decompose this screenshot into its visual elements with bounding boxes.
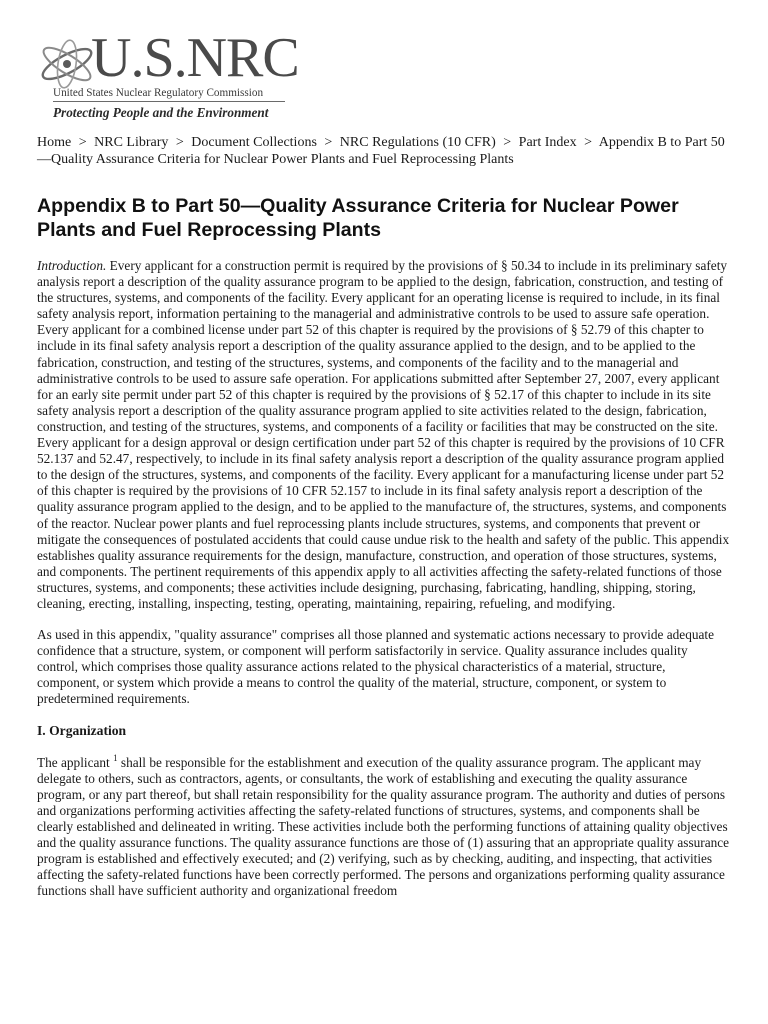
atom-emblem-icon (37, 36, 99, 92)
page (37, 0, 731, 914)
intro-paragraph (37, 258, 731, 612)
document-body (37, 258, 731, 899)
breadcrumb-separator: > (324, 135, 333, 150)
page-title: Appendix B to Part 50—Quality Assurance Criteria for Nuclear Power Plants and Fuel Reprocessing Plants (37, 195, 679, 241)
breadcrumb-current-page: Appendix B to Part 50—Quality Assurance Criteria for Nuclear Power Plants and Fuel Reprocessing Plants (37, 135, 725, 167)
nrc-logo[interactable] (37, 0, 731, 128)
logo-agency-name: United States Nuclear Regulatory Commission (53, 86, 285, 102)
qa-definition-paragraph: As used in this appendix, "quality assurance" comprises all those planned and systematic actions necessary to provide adequate confidence that a structure, system, or component will perform satisfactorily in service. Quality assurance includes quality control, which comprises those quality assurance actions related to the physical characteristics of a material, structure, component, or system which provide a means to control the quality of the material, structure, component, or system to predetermined requirements. (37, 627, 714, 707)
logo-wordmark: U.S.NRC (91, 27, 299, 89)
breadcrumb-separator: > (584, 135, 593, 150)
intro-text: Every applicant for a construction permit is required by the provisions of § 50.34 to include in its preliminary safety analysis report a description of the quality assurance program to be applied to the design, fabrication, construction, and testing of the structures, systems, and components of the facility. Every applicant for an operating license is required to include, in its final safety analysis report, information pertaining to the managerial and administrative controls to be used to assure safe operation. Every applicant for a combined license under part 52 of this chapter is required by the provisions of § 52.79 of this chapter to include in its final safety analysis report a description of the quality assurance applied to the design, and to be applied to the fabrication, construction, and testing of the structures, systems, and components of the facility and to the managerial and administrative controls to be used to assure safe operation. For applications submitted after September 27, 2007, every applicant for an early site permit under part 52 of this chapter is required by the provisions of § 52.17 of this chapter to include in its site safety analysis report a description of the quality assurance program applied to site activities related to the design, fabrication, construction, and testing of the structures, systems, and components of a facility or facilities that may be constructed on the site. Every applicant for a design approval or design certification under part 52 of this chapter is required by the provisions of 10 CFR 52.137 and 52.47, respectively, to include in its final safety analysis report a description of the quality assurance program applied to the design of the structures, systems, and components of the facility. Every applicant for a manufacturing license under part 52 of this chapter is required by the provisions of 10 CFR 52.157 to include in its final safety analysis report a description of the quality assurance program applied to the design, and to be applied to the manufacture of, the structures, systems, and components of the reactor. Nuclear power plants and fuel reprocessing plants include structures, systems, and components that prevent or mitigate the consequences of postulated accidents that could cause undue risk to the health and safety of the public. This appendix establishes quality assurance requirements for the design, manufacture, construction, and operation of those structures, systems, and components. The pertinent requirements of this appendix apply to all activities affecting the safety-related functions of those structures, systems, and components; these activities include designing, purchasing, fabricating, handling, shipping, storing, cleaning, erecting, installing, inspecting, testing, operating, maintaining, repairing, refueling, and modifying. (37, 258, 730, 611)
breadcrumb-document-collections[interactable]: Document Collections (191, 135, 317, 150)
logo-tagline: Protecting People and the Environment (53, 105, 269, 120)
intro-label: Introduction. (37, 258, 107, 273)
breadcrumb-home[interactable]: Home (37, 135, 72, 150)
breadcrumb (37, 134, 731, 168)
breadcrumb-separator: > (175, 135, 184, 150)
organization-lead: The applicant (37, 754, 110, 770)
footnote-link[interactable]: 1 (113, 752, 118, 763)
breadcrumb-nrc-library[interactable]: NRC Library (94, 135, 169, 150)
breadcrumb-part-index[interactable]: Part Index (518, 135, 577, 150)
organization-text: shall be responsible for the establishment and execution of the quality assurance program. The applicant may delegate to others, such as contractors, agents, or consultants, the work of establishing and executing the quality assurance program, or any part thereof, but shall retain responsibility for the quality assurance program. The authority and duties of persons and organizations performing activities affecting the safety-related functions of structures, systems, and components shall be clearly established and delineated in writing. These activities include both the performing functions of attaining quality objectives and the quality assurance functions. The quality assurance functions are those of (1) assuring that an appropriate quality assurance program is established and effectively executed; and (2) verifying, such as by checking, auditing, and inspecting, that activities affecting the safety-related functions have been correctly performed. The persons and organizations performing quality assurance functions shall have sufficient authority and organizational freedom (37, 754, 730, 899)
breadcrumb-nrc-regulations[interactable]: NRC Regulations (10 CFR) (339, 135, 496, 150)
breadcrumb-separator: > (78, 135, 87, 150)
organization-paragraph (37, 752, 731, 900)
section-heading-organization: I. Organization (37, 722, 127, 738)
breadcrumb-separator: > (503, 135, 512, 150)
